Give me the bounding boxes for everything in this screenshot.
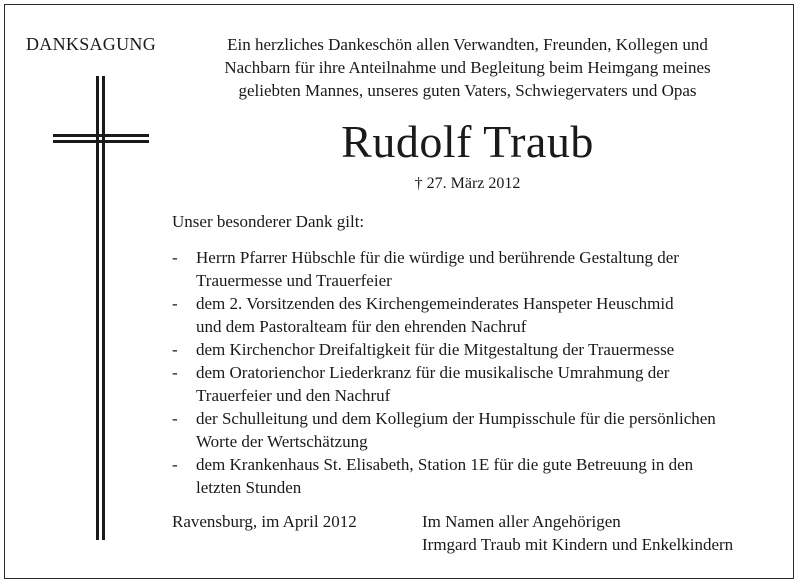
list-item bbox=[172, 453, 772, 499]
list-item bbox=[172, 407, 772, 453]
list-bullet: - bbox=[172, 363, 178, 382]
list-item-line: letzten Stunden bbox=[196, 478, 302, 497]
list-item-line: Trauerfeier und den Nachruf bbox=[196, 386, 391, 405]
list-item-line: Herrn Pfarrer Hübschle für die würdige und berührende Gestaltung der bbox=[196, 248, 679, 267]
intro-line: geliebten Mannes, unseres guten Vaters, Schwiegervaters und Opas bbox=[238, 81, 697, 100]
signature-line: Im Namen aller Angehörigen bbox=[422, 512, 621, 531]
death-date: † 27. März 2012 bbox=[414, 175, 521, 192]
notice-heading: DANKSAGUNG bbox=[26, 34, 157, 54]
list-item bbox=[172, 338, 772, 361]
list-bullet: - bbox=[172, 294, 178, 313]
list-bullet: - bbox=[172, 455, 178, 474]
signature bbox=[422, 510, 733, 556]
list-item-line: dem 2. Vorsitzenden des Kirchengemeinderates Hanspeter Heuschmid bbox=[196, 294, 674, 313]
list-item-line: Trauermesse und Trauerfeier bbox=[196, 271, 392, 290]
list-item-line: und dem Pastoralteam für den ehrenden Nachruf bbox=[196, 317, 527, 336]
list-item-line: dem Krankenhaus St. Elisabeth, Station 1E für die gute Betreuung in den bbox=[196, 455, 694, 474]
list-bullet: - bbox=[172, 248, 178, 267]
thanks-intro: Unser besonderer Dank gilt: bbox=[172, 212, 365, 231]
intro-line: Nachbarn für ihre Anteilnahme und Begleitung beim Heimgang meines bbox=[224, 58, 711, 77]
place-date: Ravensburg, im April 2012 bbox=[172, 512, 357, 531]
list-item bbox=[172, 292, 772, 338]
intro-line: Ein herzliches Dankeschön allen Verwandten, Freunden, Kollegen und bbox=[227, 35, 708, 54]
signature-line: Irmgard Traub mit Kindern und Enkelkindern bbox=[422, 535, 734, 554]
list-item-line: der Schulleitung und dem Kollegium der Humpisschule für die persönlichen bbox=[196, 409, 716, 428]
deceased-name: Rudolf Traub bbox=[341, 116, 594, 167]
list-item-line: Worte der Wertschätzung bbox=[196, 432, 368, 451]
list-item-line: dem Kirchenchor Dreifaltigkeit für die Mitgestaltung der Trauermesse bbox=[196, 340, 675, 359]
list-item-line: dem Oratorienchor Liederkranz für die musikalische Umrahmung der bbox=[196, 363, 670, 382]
thanks-list bbox=[172, 246, 772, 499]
list-item bbox=[172, 361, 772, 407]
list-item bbox=[172, 246, 772, 292]
list-bullet: - bbox=[172, 340, 178, 359]
list-bullet: - bbox=[172, 409, 178, 428]
